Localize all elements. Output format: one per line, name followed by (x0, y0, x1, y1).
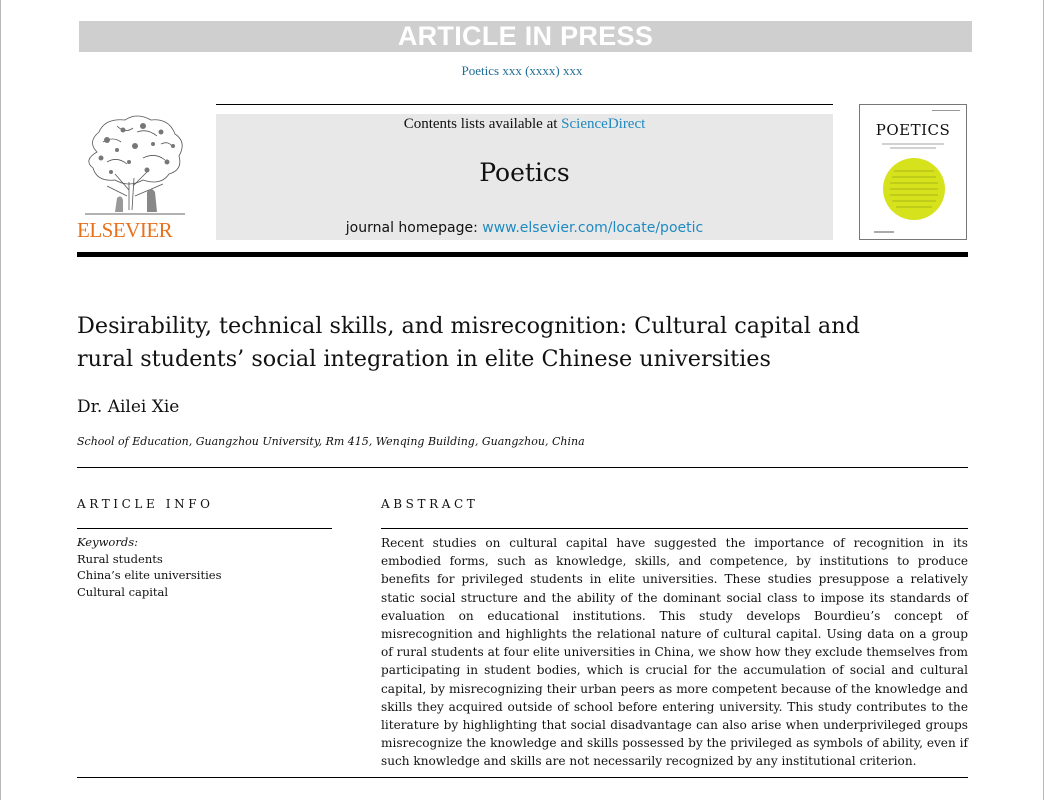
journal-citation[interactable]: Poetics xxx (xxxx) xxx (461, 63, 583, 78)
journal-cover-thumbnail[interactable] (859, 104, 967, 240)
keyword-item[interactable]: China’s elite universities (77, 568, 222, 582)
article-in-press-banner: ARTICLE IN PRESS (79, 21, 972, 52)
article-info-heading: ARTICLE INFO (77, 497, 214, 511)
homepage-line (216, 220, 833, 236)
cover-footer-line-icon (874, 230, 894, 234)
header-thick-rule (77, 252, 968, 257)
cover-top-line (932, 110, 960, 111)
abstract-text: Recent studies on cultural capital have suggested the importance of recognition in its embodied forms, such as knowledge, skills, and competence, by institutions to produce benefits for privileged students in elite universities. These studies presuppose a relatively static social structure and the ability of the dominant social class to impose its standards of evaluation on educational institutions. This study develops Bourdieu’s concept of misrecognition and highlights the relational nature of cultural capital. Using data on a group of rural students at four elite universities in China, we show how they exclude themselves from participating in student bodies, which is crucial for the accumulation of social and cultural capital, by misrecognizing their urban peers as more competent because of the knowledge and skills they acquired outside of school before entering university. This study contributes to the literature by highlighting that social disadvantage can also arise when underprivileged groups misrecognize the knowledge and skills possessed by the privileged as symbols of ability, even if such knowledge and skills are not necessarily recognized by any institutional criterion. (381, 536, 968, 769)
abstract-bottom-rule (77, 777, 968, 778)
journal-name: Poetics (479, 158, 570, 187)
article-title: Desirability, technical skills, and misrecognition: Cultural capital and rural students’ social integration in elite Chinese universities (77, 313, 860, 372)
cover-circle-icon (882, 157, 946, 221)
header-top-rule (216, 104, 833, 105)
keyword-item[interactable]: Rural students (77, 551, 163, 566)
cover-subtitle-lines-icon (860, 141, 966, 151)
sciencedirect-link[interactable]: ScienceDirect (561, 116, 646, 132)
keywords-list (77, 534, 327, 600)
section-divider (77, 467, 968, 468)
journal-header-box (216, 114, 833, 240)
cover-title: POETICS (875, 121, 951, 139)
page-frame-left (0, 0, 1, 800)
abstract-rule (381, 528, 968, 529)
contents-prefix: Contents lists available at (403, 116, 562, 132)
elsevier-logo-text: ELSEVIER (77, 218, 173, 242)
author-name[interactable]: Dr. Ailei Xie (77, 397, 180, 417)
abstract-heading: ABSTRACT (381, 497, 479, 511)
keyword-item[interactable]: Cultural capital (77, 584, 169, 599)
author-affiliation: School of Education, Guangzhou University, Rm 415, Wenqing Building, Guangzhou, China (77, 435, 585, 448)
keywords-label: Keywords: (77, 535, 138, 549)
cover-subtitle-marks (860, 141, 966, 152)
contents-line (216, 116, 833, 133)
cover-footer-mark (874, 230, 894, 235)
homepage-prefix: journal homepage: (345, 220, 483, 236)
journal-homepage-link[interactable]: www.elsevier.com/locate/poetic (482, 220, 704, 236)
article-info-rule (77, 528, 332, 529)
